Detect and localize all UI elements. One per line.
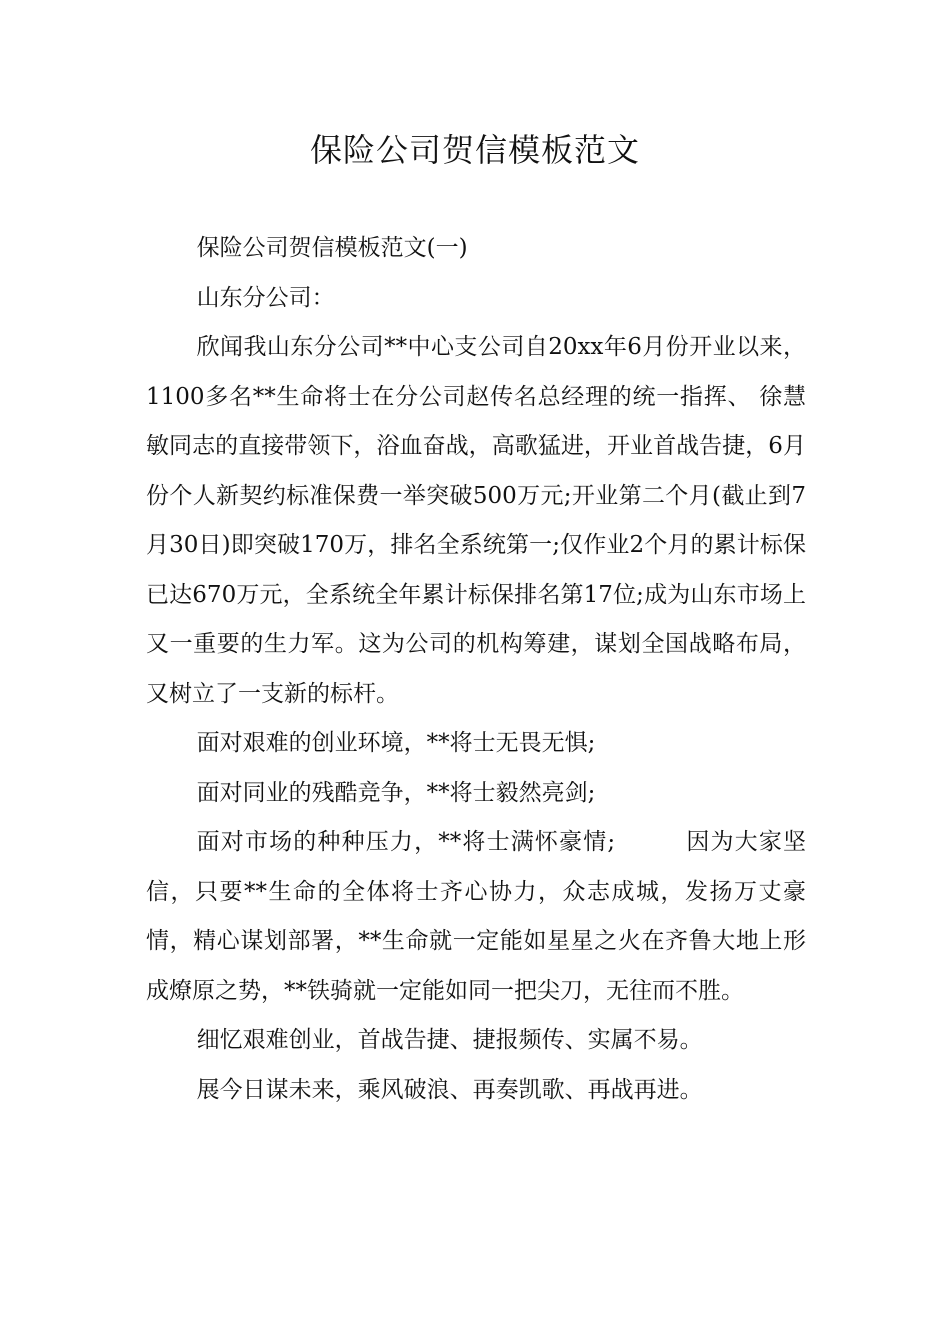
page-title: 保险公司贺信模板范文 [309,131,640,169]
body-paragraph-4-continuation: 因为大家坚信，只要**生命的全体将士齐心协力，众志成城，发扬万丈豪情，精心谋划部署，**生命就一定能如星星之火在齐鲁大地上形成燎原之势，**铁骑就一定能如同一把尖刀，无往而不胜。 [146,829,807,1004]
document-body [146,224,806,1115]
subtitle-paragraph: 保险公司贺信模板范文(一) [196,235,468,261]
body-paragraph-4 [146,818,806,1016]
body-paragraph-3: 面对同业的残酷竞争，**将士毅然亮剑; [196,779,596,806]
salutation-paragraph: 山东分公司： [196,284,335,311]
body-paragraph-4-lead: 面对市场的种种压力，**将士满怀豪情; [196,829,616,855]
body-paragraph-2: 面对艰难的创业环境，**将士无畏无惧; [196,730,596,756]
body-paragraph-5: 细忆艰难创业，首战告捷、捷报频传、实属不易。 [196,1027,703,1053]
body-paragraph-1: 欣闻我山东分公司**中心支公司自20xx年6月份开业以来，1100多名**生命将士在分公司赵传名总经理的统一指挥、 徐慧敏同志的直接带领下，浴血奋战，高歌猛进，开业首战告捷，6月份个人新契约标准保费一举突破500万元;开业第二个月(截止到7月30日)即突破170万，排名全系统第一;仅作业2个月的累计标保已达670万元，全系统全年累计标保排名第17位;成为山东市场上又一重要的生力军。这为公司的机构筹建，谋划全国战略布局，又树立了一支新的标杆。 [146,334,806,707]
body-paragraph-6: 展今日谋未来，乘风破浪、再奏凯歌、再战再进。 [196,1076,703,1103]
